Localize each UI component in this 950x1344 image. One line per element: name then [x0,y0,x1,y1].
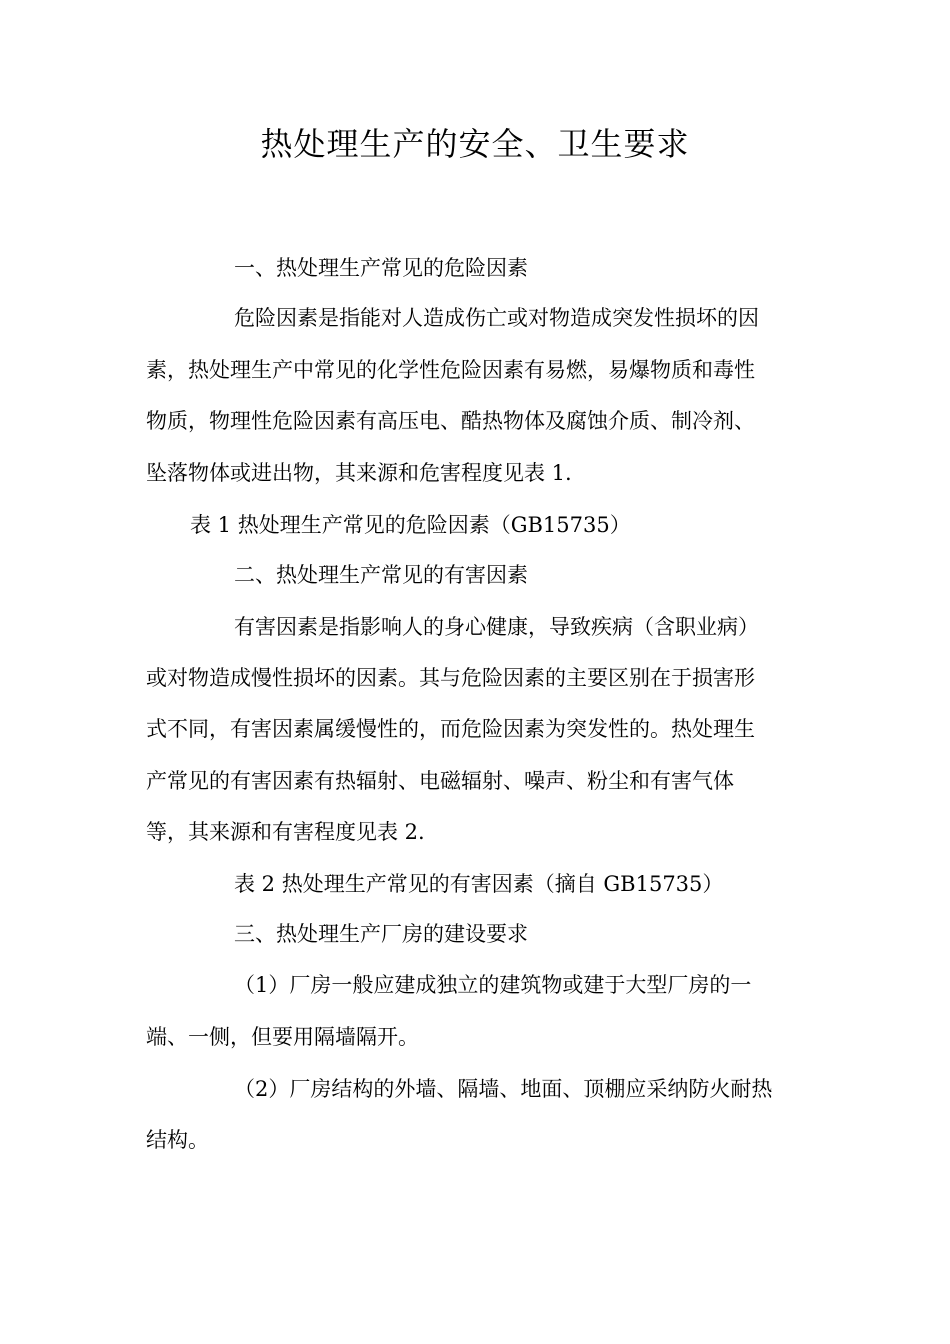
section-3-item-1-line: 端、一侧，但要用隔墙隔开。 [146,1025,419,1049]
section-2-paragraph-line: 产常见的有害因素有热辐射、电磁辐射、噪声、粉尘和有害气体 [146,769,734,793]
section-1-paragraph-line: 物质，物理性危险因素有高压电、酷热物体及腐蚀介质、制冷剂、 [146,409,755,433]
section-3-item-2-line: （2）厂房结构的外墙、隔墙、地面、顶棚应采纳防火耐热 [234,1077,773,1101]
table-1-caption: 表 1 热处理生产常见的危险因素（GB15735） [190,513,631,537]
document-title: 热处理生产的安全、卫生要求 [260,125,690,163]
section-2-paragraph-line: 式不同，有害因素属缓慢性的，而危险因素为突发性的。热处理生 [146,717,755,741]
section-1-heading: 一、热处理生产常见的危险因素 [234,256,528,280]
table-2-caption: 表 2 热处理生产常见的有害因素（摘自 GB15735） [234,872,724,896]
section-3-heading: 三、热处理生产厂房的建设要求 [234,922,528,946]
section-2-paragraph-line: 或对物造成慢性损坏的因素。其与危险因素的主要区别在于损害形 [146,666,755,690]
section-2-paragraph-line: 等，其来源和有害程度见表 2. [146,820,425,844]
section-2-paragraph-line: 有害因素是指影响人的身心健康，导致疾病（含职业病） [234,615,759,639]
section-3-item-2-line: 结构。 [146,1128,209,1152]
section-2-heading: 二、热处理生产常见的有害因素 [234,563,528,587]
section-1-paragraph-line: 危险因素是指能对人造成伤亡或对物造成突发性损坏的因 [234,306,759,330]
section-3-item-1-line: （1）厂房一般应建成独立的建筑物或建于大型厂房的一 [234,973,752,997]
section-1-paragraph-line: 素，热处理生产中常见的化学性危险因素有易燃，易爆物质和毒性 [146,358,755,382]
section-1-paragraph-line: 坠落物体或进出物，其来源和危害程度见表 1. [146,461,572,485]
